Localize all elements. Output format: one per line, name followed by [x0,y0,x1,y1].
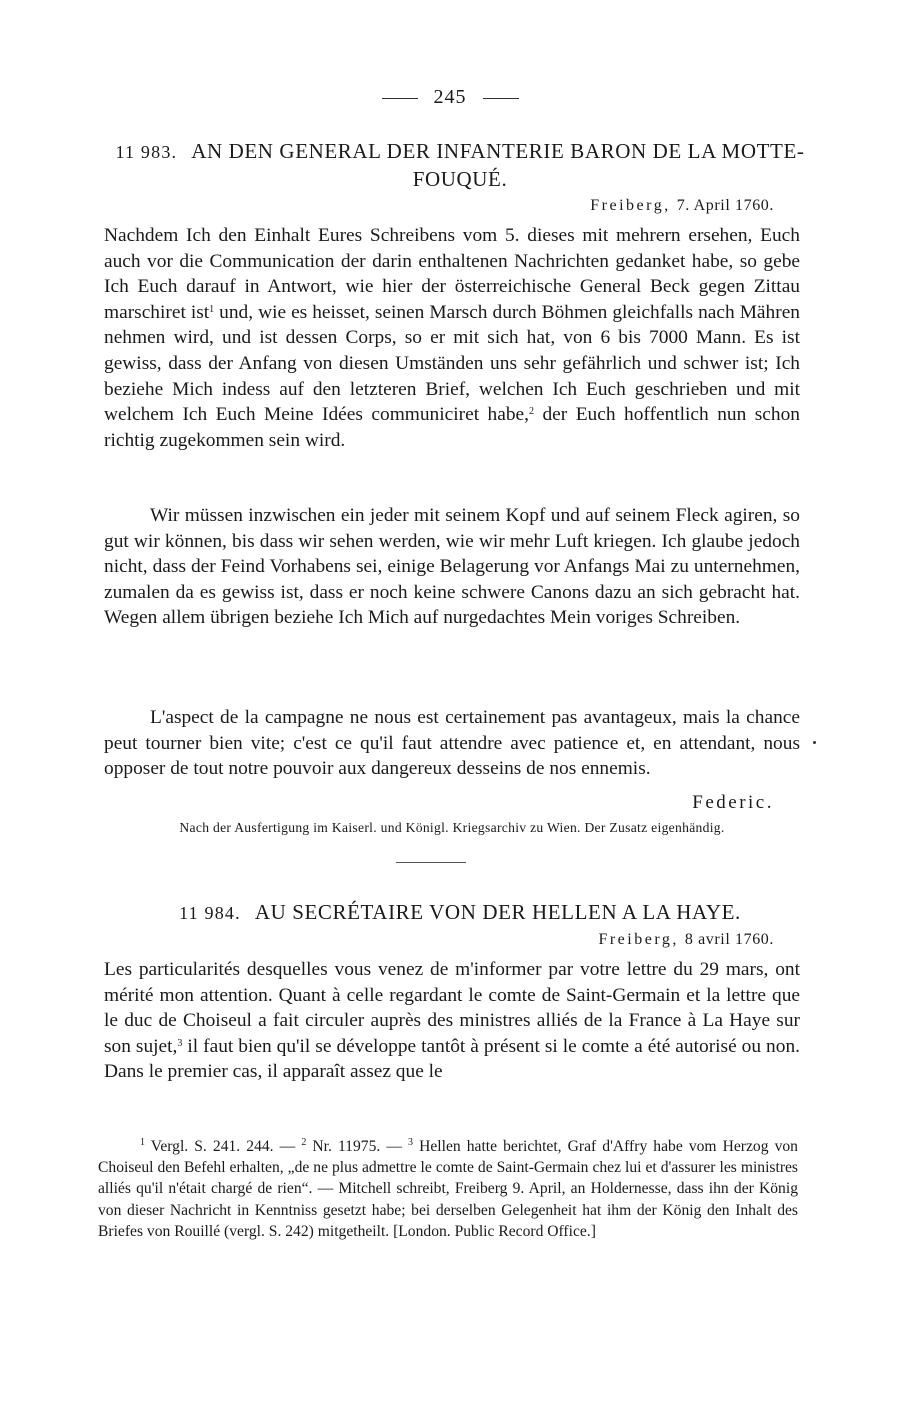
letter-2-paragraph-1 [104,957,800,1085]
footnote-ref-3: 3 [177,1037,183,1049]
footnote-1-mark: 1 [140,1137,145,1148]
letter-2-title: AU SECRÉTAIRE VON DER HELLEN A LA HAYE. [254,900,741,924]
letter-1-para1-text-b: und, wie es heisset, seinen Marsch durch Böhmen gleichfalls nach Mähren nehmen wird, und ist dessen Corps, so er mit sich hat, von 6 bis 7000 Mann. Es ist gewiss, dass der Anfang von diesen Umständen uns sehr gefährlich und schwer ist; Ich beziehe Mich indess auf den letzteren Brief, welchen Ich Euch geschrieben und mit welchem Ich Euch Meine Idées communiciret habe, [104,301,800,426]
letter-2-place-date [598,931,774,949]
letter-1-date: 7. April 1760. [676,197,774,214]
letter-1-paragraph-2 [104,503,800,631]
letter-2-place: Freiberg, [598,931,679,948]
letter-1-para2-text: Wir müssen inzwischen ein jeder mit seinem Kopf und auf seinem Fleck agiren, so gut wir können, bis dass wir sehen werden, wie wir mehr Luft kriegen. Ich glaube jedoch nicht, dass der Feind Vorhabens sei, einige Belagerung vor Anfangs Mai zu unternehmen, zumalen da es gewiss ist, dass er noch keine schwere Canons dazu an sich gebracht hat. Wegen allem übrigen beziehe Ich Mich auf nurgedachtes Mein voriges Schreiben. [104,505,800,629]
page-header [0,86,900,109]
letter-1-paragraph-1 [104,223,800,453]
letter-1-place: Freiberg, [590,197,671,214]
letter-1-source-note: Nach der Ausfertigung im Kaiserl. und Königl. Kriegsarchiv zu Wien. Der Zusatz eigenhändig. [179,820,725,835]
letter-1-number: 11 983. [115,142,178,162]
header-dash-left [382,98,418,99]
letter-2-date: 8 avril 1760. [684,931,774,948]
footnote-2-mark: 2 [301,1137,307,1148]
letter-1-para1-text-a: Nachdem Ich den Einhalt Eures Schreibens vom 5. dieses mit mehrern ersehen, Euch auch vor die Communication der darin enthaltenen Nachrichten gedanket habe, so gebe Ich Euch darauf in Antwort, wie hier der österreichische General Beck gegen Zittau marschiret ist [104,225,800,323]
letter-1-signature: Federic. [692,792,774,813]
footnotes [98,1136,798,1242]
letter-2-number: 11 984. [179,903,241,923]
letter-1-para3-text: L'aspect de la campagne ne nous est certainement pas avantageux, mais la chance peut tourner bien vite; c'est ce qu'il faut attendre avec patience et, en attendant, nous opposer de tout notre pouvoir aux dangereux desseins de nos ennemis. [104,707,800,780]
letter-1-heading [110,138,810,193]
section-divider [396,862,466,863]
margin-dot [813,741,816,744]
header-dash-right [483,98,519,99]
letter-1-paragraph-3 [104,705,800,782]
footnote-3-text: Hellen hatte berichtet, Graf d'Affry habe vom Herzog von Choiseul den Befehl erhalten, „de ne plus admettre le comte de Saint-Germain chez lui et d'assurer les ministres alliés qu'il n'était chargé de rien“. — Mitchell schreibt, Freiberg 9. April, an Holdernesse, dass ihn der König von dieser Nachricht in Kenntniss gesetzt habe; bei derselben Gelegenheit hat ihm der König den Inhalt des Briefes von Rouillé (vergl. S. 242) mitgetheilt. [London. Public Record Office.] [98,1138,798,1240]
letter-2-heading [110,899,810,927]
letter-1-title: AN DEN GENERAL DER INFANTERIE BARON DE LA MOTTE-FOUQUÉ. [191,139,805,191]
page-number: 245 [433,86,467,108]
letter-1-place-date [590,197,774,215]
footnote-3-mark: 3 [408,1137,414,1148]
letter-2-para1-text-b: il faut bien qu'il se développe tantôt à présent si le comte a été autorisé ou non. Dans le premier cas, il apparaît assez que le [104,1035,800,1083]
footnote-1-text: Vergl. S. 241. 244. — [150,1138,296,1155]
footnote-ref-2: 2 [529,406,534,418]
footnote-ref-1: 1 [209,303,215,315]
letter-2-para1-text-a: Les particularités desquelles vous venez de m'informer par votre lettre du 29 mars, ont mérité mon attention. Quant à celle regardant le comte de Saint-Germain et la lettre que le duc de Choiseul a fait circuler auprès des ministres alliés de la France à La Haye sur son sujet, [104,959,800,1057]
footnote-2-text: Nr. 11975. — [312,1138,402,1155]
letter-1-para1-text-c: der Euch hoffentlich nun schon richtig zugekommen sein wird. [104,404,800,451]
